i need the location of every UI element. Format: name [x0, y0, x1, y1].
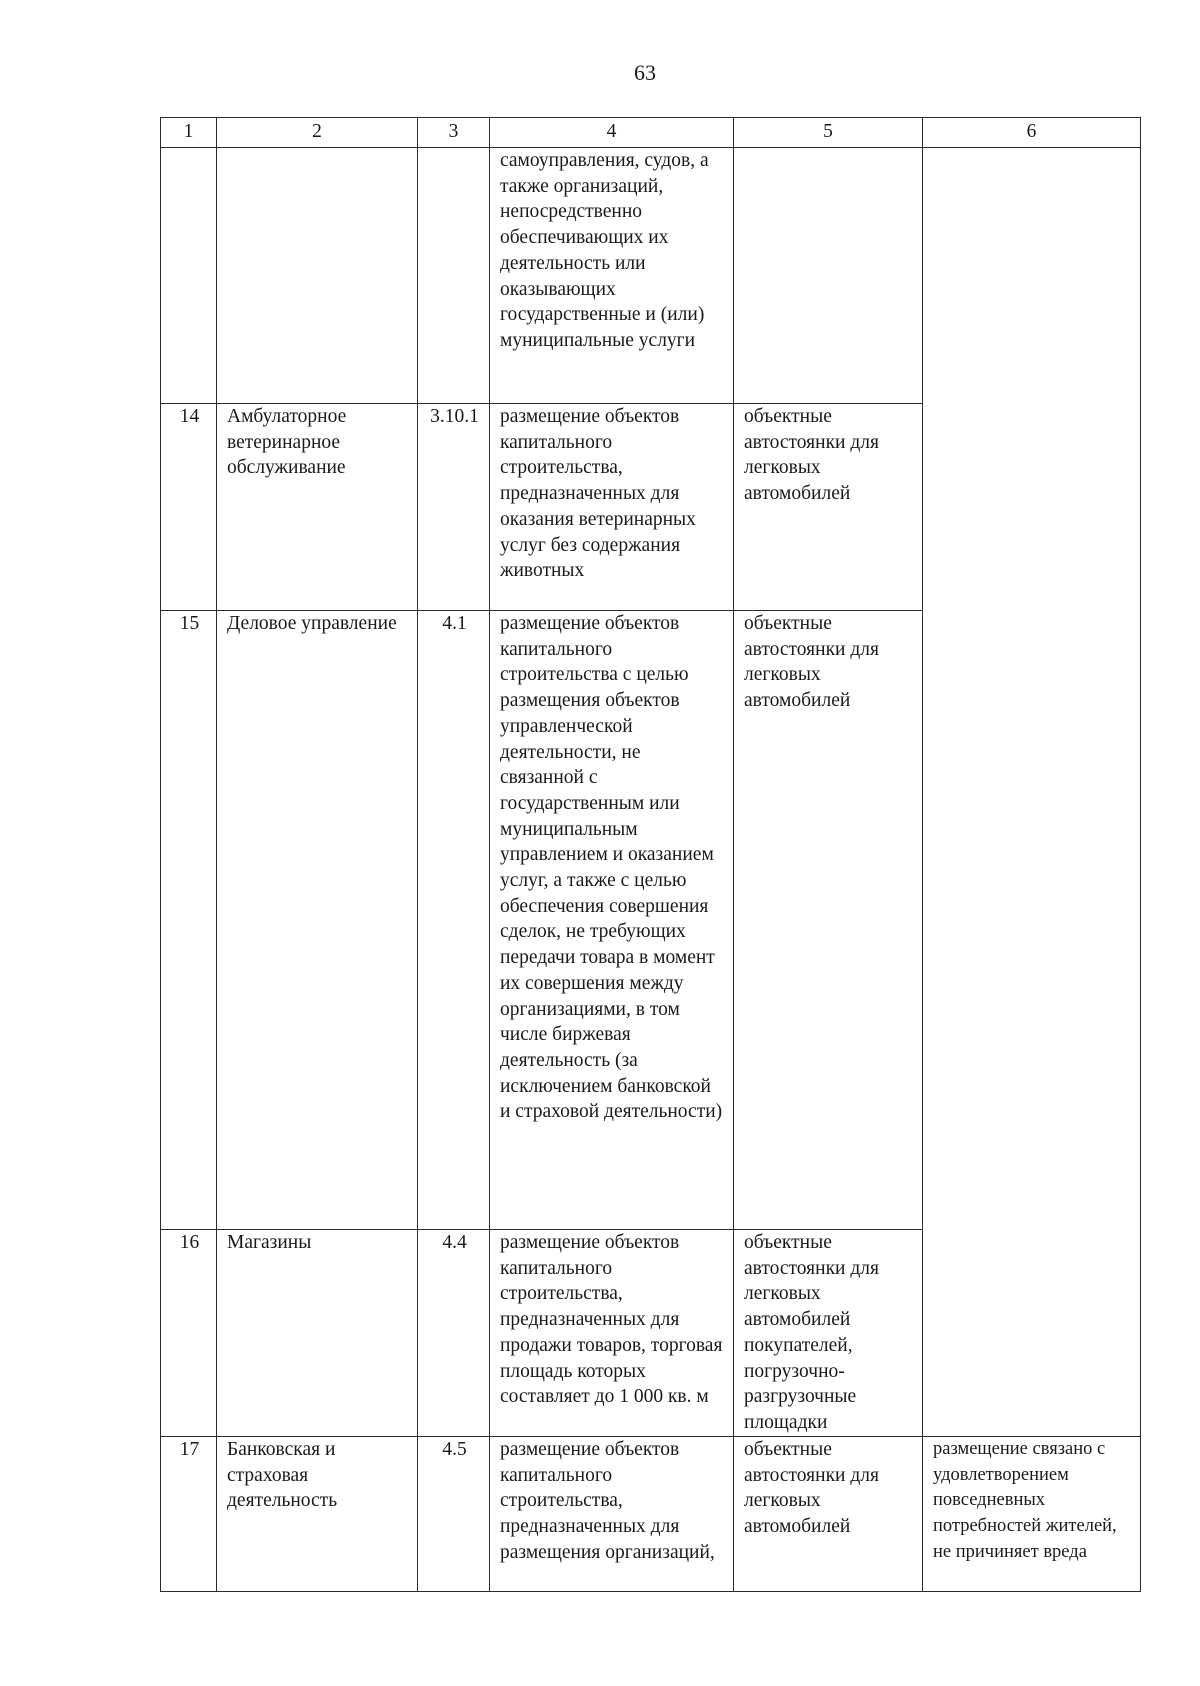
table-row: [161, 1437, 1141, 1592]
cell-parking: объектные автостоянки для легковых автомобилей: [734, 1437, 923, 1592]
cell-code: 4.1: [418, 611, 490, 1230]
column-header-2: 2: [217, 118, 418, 148]
cell-num: 15: [161, 611, 217, 1230]
cell-note: размещение связано с удовлетворением повседневных потребностей жителей, не причиняет вреда: [923, 1437, 1141, 1592]
cell-parking: объектные автостоянки для легковых автомобилей покупателей, погрузочно-разгрузочные площадки: [734, 1230, 923, 1437]
table-header-row: [161, 118, 1141, 148]
cell-name: Деловое управление: [217, 611, 418, 1230]
cell-description: самоуправления, судов, а также организаций, непосредственно обеспечивающих их деятельность или оказывающих государственные и (или) муниципальные услуги: [490, 148, 734, 404]
cell-description: размещение объектов капитального строительства, предназначенных для продажи товаров, торговая площадь которых составляет до 1 000 кв. м: [490, 1230, 734, 1437]
cell-description: размещение объектов капитального строительства, предназначенных для оказания ветеринарных услуг без содержания животных: [490, 404, 734, 611]
cell-num: 17: [161, 1437, 217, 1592]
cell-num: 14: [161, 404, 217, 611]
column-header-4: 4: [490, 118, 734, 148]
cell-code: 4.4: [418, 1230, 490, 1437]
column-header-3: 3: [418, 118, 490, 148]
cell-num: 16: [161, 1230, 217, 1437]
page-number: 63: [634, 60, 656, 85]
column-header-1: 1: [161, 118, 217, 148]
cell-name: [217, 148, 418, 404]
cell-name: Банковская и страховая деятельность: [217, 1437, 418, 1592]
cell-name: Амбулаторное ветеринарное обслуживание: [217, 404, 418, 611]
cell-code: [418, 148, 490, 404]
column-header-5: 5: [734, 118, 923, 148]
cell-description: размещение объектов капитального строительства, предназначенных для размещения организаций,: [490, 1437, 734, 1592]
cell-parking: объектные автостоянки для легковых автомобилей: [734, 611, 923, 1230]
cell-parking: объектные автостоянки для легковых автомобилей: [734, 404, 923, 611]
cell-description: размещение объектов капитального строительства с целью размещения объектов управленческой деятельности, не связанной с государственным или муниципальным управлением и оказанием услуг, а также с целью обеспечения совершения сделок, не требующих передачи товара в момент их совершения между организациями, в том числе биржевая деятельность (за исключением банковской и страховой деятельности): [490, 611, 734, 1230]
cell-name: Магазины: [217, 1230, 418, 1437]
table-row-continuation: [161, 148, 1141, 404]
column-header-6: 6: [923, 118, 1141, 148]
cell-note-merged: [923, 148, 1141, 1437]
cell-code: 4.5: [418, 1437, 490, 1592]
cell-num: [161, 148, 217, 404]
cell-code: 3.10.1: [418, 404, 490, 611]
cell-parking: [734, 148, 923, 404]
regulations-table: [160, 117, 1141, 1592]
